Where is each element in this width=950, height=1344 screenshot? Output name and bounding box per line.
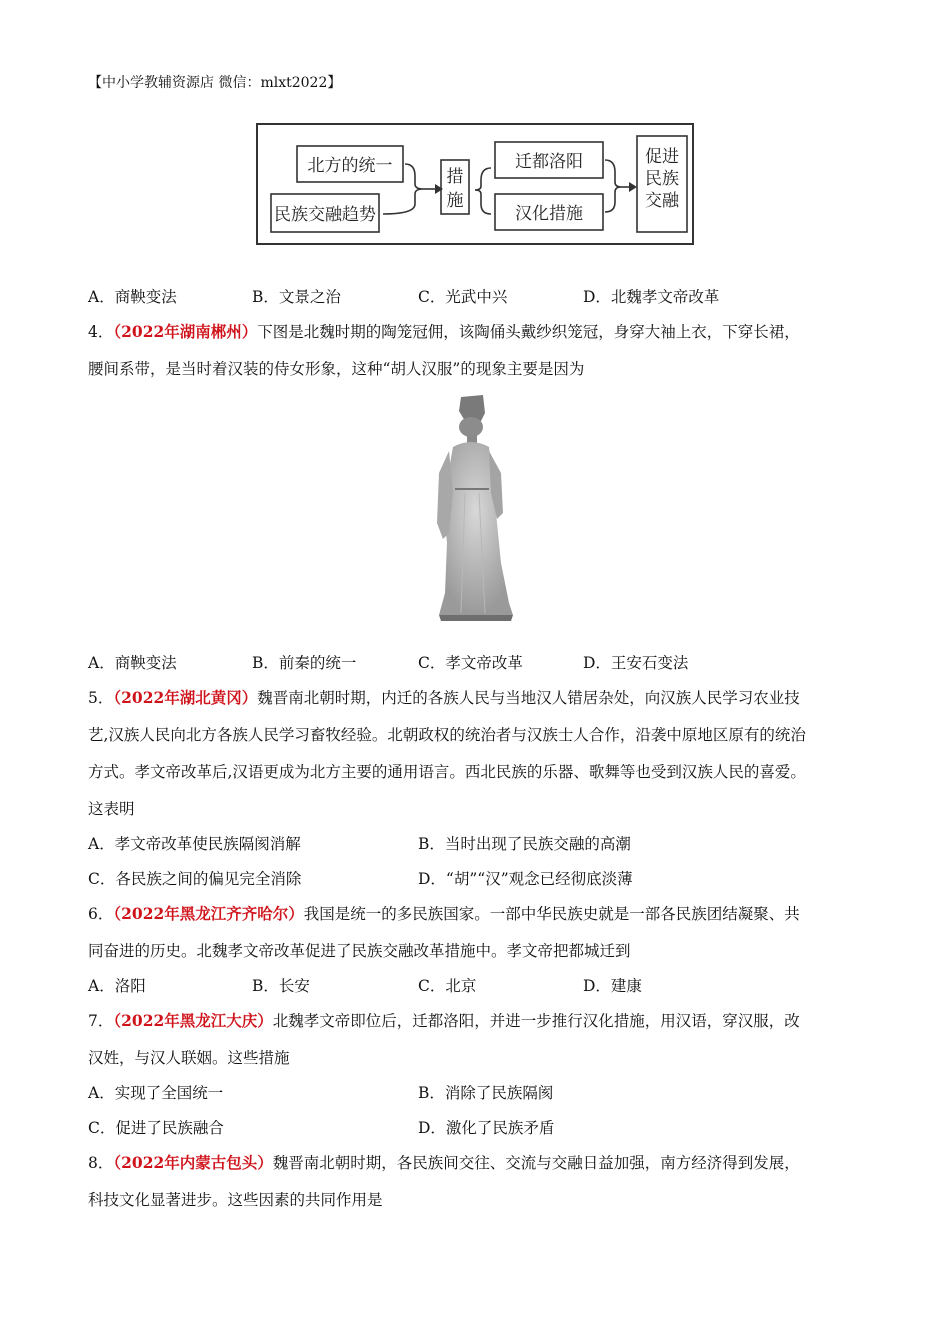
q6-option-b: B．长安 — [252, 977, 310, 995]
q5-line-1: 5．（2022年湖北黄冈）魏晋南北朝时期，内迁的各族人民与当地汉人错居杂处，向汉族人民学习农业技 — [88, 688, 800, 707]
q3-option-a: A．商鞅变法 — [88, 288, 177, 306]
q4-line-1: 4．（2022年湖南郴州）下图是北魏时期的陶笼冠佣，该陶俑头戴纱织笼冠，身穿大袖上衣，下穿长裙， — [88, 322, 800, 341]
diagram-left-1: 北方的统一 — [307, 156, 393, 176]
diagram-right-1: 迁都洛阳 — [515, 152, 583, 172]
page-header: 【中小学教辅资源店 微信：mlxt2022】 — [88, 75, 342, 91]
q5-line-3: 方式。孝文帝改革后,汉语更成为北方主要的通用语言。西北民族的乐器、歌舞等也受到汉族人民的喜爱。 — [88, 763, 806, 781]
q4-option-d: D．王安石变法 — [583, 654, 689, 672]
q8-line-1: 8．（2022年内蒙古包头）魏晋南北朝时期，各民族间交往、交流与交融日益加强，南方经济得到发展， — [88, 1153, 800, 1172]
q6-option-c: C．北京 — [418, 977, 477, 995]
q7-line-1: 7．（2022年黑龙江大庆）北魏孝文帝即位后，迁都洛阳，并进一步推行汉化措施，用汉语，穿汉服，改 — [88, 1011, 800, 1030]
q6-line-2: 同奋进的历史。北魏孝文帝改革促进了民族交融改革措施中。孝文帝把都城迁到 — [88, 942, 631, 960]
q4-source: （2022年湖南郴州） — [113, 322, 258, 341]
q5-option-c: C．各民族之间的偏见完全消除 — [88, 870, 302, 888]
diagram-result-3: 交融 — [645, 191, 679, 211]
q6-line-1: 6．（2022年黑龙江齐齐哈尔）我国是统一的多民族国家。一部中华民族史就是一部各民族团结凝聚、共 — [88, 904, 800, 923]
pottery-figurine-image — [425, 393, 525, 623]
q7-option-a: A．实现了全国统一 — [88, 1084, 224, 1102]
q6-option-a: A．洛阳 — [88, 977, 146, 995]
diagram-result-1: 促进 — [645, 147, 679, 167]
q7-option-b: B．消除了民族隔阂 — [418, 1084, 554, 1102]
q8-line-2: 科技文化显著进步。这些因素的共同作用是 — [88, 1191, 383, 1209]
q5-line-2: 艺,汉族人民向北方各族人民学习畜牧经验。北朝政权的统治者与汉族士人合作，沿袭中原地区原有的统治 — [88, 726, 806, 744]
q5-option-b: B．当时出现了民族交融的高潮 — [418, 835, 631, 853]
q7-source: （2022年黑龙江大庆） — [113, 1011, 273, 1030]
q5-line-4: 这表明 — [88, 800, 135, 818]
q3-option-c: C．光武中兴 — [418, 288, 508, 306]
q4-option-b: B．前秦的统一 — [252, 654, 357, 672]
diagram-left-2: 民族交融趋势 — [274, 205, 376, 225]
q7-option-d: D．激化了民族矛盾 — [418, 1119, 555, 1137]
q4-line-2: 腰间系带，是当时着汉装的侍女形象，这种“胡人汉服”的现象主要是因为 — [88, 360, 585, 378]
q7-option-c: C．促进了民族融合 — [88, 1119, 224, 1137]
q5-source: （2022年湖北黄冈） — [113, 688, 258, 707]
q7-line-2: 汉姓，与汉人联姻。这些措施 — [88, 1049, 290, 1067]
q3-option-b: B．文景之治 — [252, 288, 341, 306]
q4-option-c: C．孝文帝改革 — [418, 654, 523, 672]
diagram-middle-2: 施 — [446, 191, 464, 211]
diagram-middle-1: 措 — [446, 167, 464, 187]
q4-option-a: A．商鞅变法 — [88, 654, 177, 672]
q5-option-d: D．“胡”“汉”观念已经彻底淡薄 — [418, 870, 633, 888]
q8-source: （2022年内蒙古包头） — [113, 1153, 273, 1172]
diagram-result-2: 民族 — [645, 169, 679, 189]
flow-diagram — [255, 122, 695, 246]
q3-option-d: D．北魏孝文帝改革 — [583, 288, 720, 306]
q6-option-d: D．建康 — [583, 977, 642, 995]
q6-source: （2022年黑龙江齐齐哈尔） — [113, 904, 304, 923]
q5-option-a: A．孝文帝改革使民族隔阂消解 — [88, 835, 301, 853]
diagram-right-2: 汉化措施 — [515, 204, 583, 224]
